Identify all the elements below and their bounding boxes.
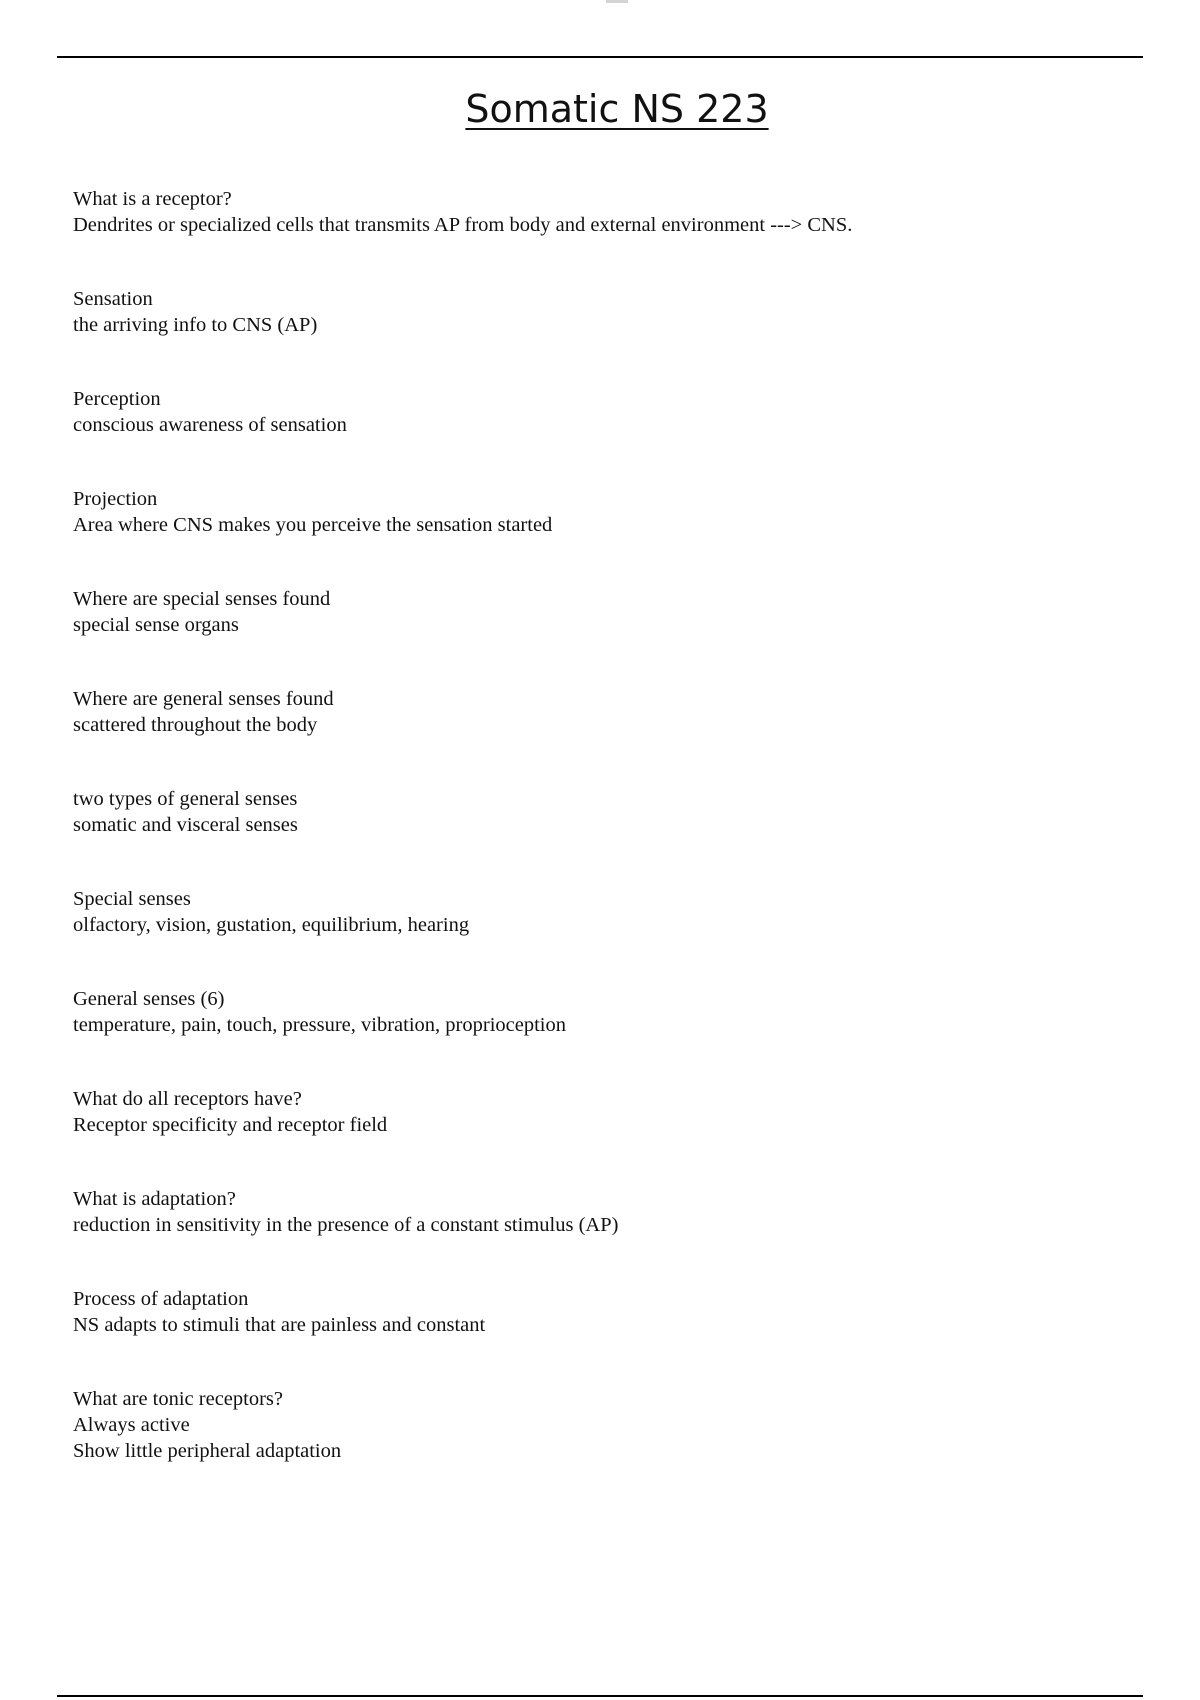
- flashcard: [73, 286, 1133, 338]
- card-definition: temperature, pain, touch, pressure, vibration, proprioception: [73, 1014, 566, 1036]
- card-definition: Receptor specificity and receptor field: [73, 1114, 388, 1136]
- flashcard: [73, 686, 1133, 738]
- card-definition: NS adapts to stimuli that are painless and constant: [73, 1314, 486, 1336]
- flashcard: [73, 486, 1133, 538]
- flashcard-list: [73, 186, 1133, 1512]
- page-title: Somatic NS 223: [465, 87, 769, 131]
- flashcard: [73, 786, 1133, 838]
- card-term: two types of general senses: [73, 788, 298, 810]
- flashcard: [73, 186, 1133, 238]
- flashcard: [73, 1186, 1133, 1238]
- flashcard: [73, 1286, 1133, 1338]
- card-term: Where are special senses found: [73, 588, 331, 610]
- card-definition: olfactory, vision, gustation, equilibrium, hearing: [73, 914, 470, 936]
- card-definition: Show little peripheral adaptation: [73, 1440, 342, 1462]
- card-definition: the arriving info to CNS (AP): [73, 314, 318, 336]
- card-term: What are tonic receptors?: [73, 1388, 284, 1410]
- card-definition: Area where CNS makes you perceive the sensation started: [73, 514, 553, 536]
- card-term: What is a receptor?: [73, 188, 232, 210]
- flashcard: [73, 1086, 1133, 1138]
- card-term: General senses (6): [73, 988, 225, 1010]
- flashcard: [73, 586, 1133, 638]
- card-term: Special senses: [73, 888, 191, 910]
- card-term: Process of adaptation: [73, 1288, 249, 1310]
- flashcard: [73, 886, 1133, 938]
- card-term: What is adaptation?: [73, 1188, 236, 1210]
- flashcard: [73, 1386, 1133, 1464]
- card-definition: somatic and visceral senses: [73, 814, 298, 836]
- card-definition: Dendrites or specialized cells that transmits AP from body and external environment ---> CNS.: [73, 214, 853, 236]
- top-edge-mark: [606, 0, 628, 3]
- card-term: What do all receptors have?: [73, 1088, 302, 1110]
- top-rule: [57, 56, 1143, 58]
- card-definition: scattered throughout the body: [73, 714, 318, 736]
- card-definition: reduction in sensitivity in the presence of a constant stimulus (AP): [73, 1214, 619, 1236]
- bottom-rule: [57, 1695, 1143, 1697]
- card-definition: Always active: [73, 1414, 190, 1436]
- flashcard: [73, 386, 1133, 438]
- flashcard: [73, 986, 1133, 1038]
- card-definition: conscious awareness of sensation: [73, 414, 347, 436]
- card-definition: special sense organs: [73, 614, 239, 636]
- card-term: Sensation: [73, 288, 153, 310]
- card-term: Perception: [73, 388, 161, 410]
- card-term: Where are general senses found: [73, 688, 334, 710]
- card-term: Projection: [73, 488, 158, 510]
